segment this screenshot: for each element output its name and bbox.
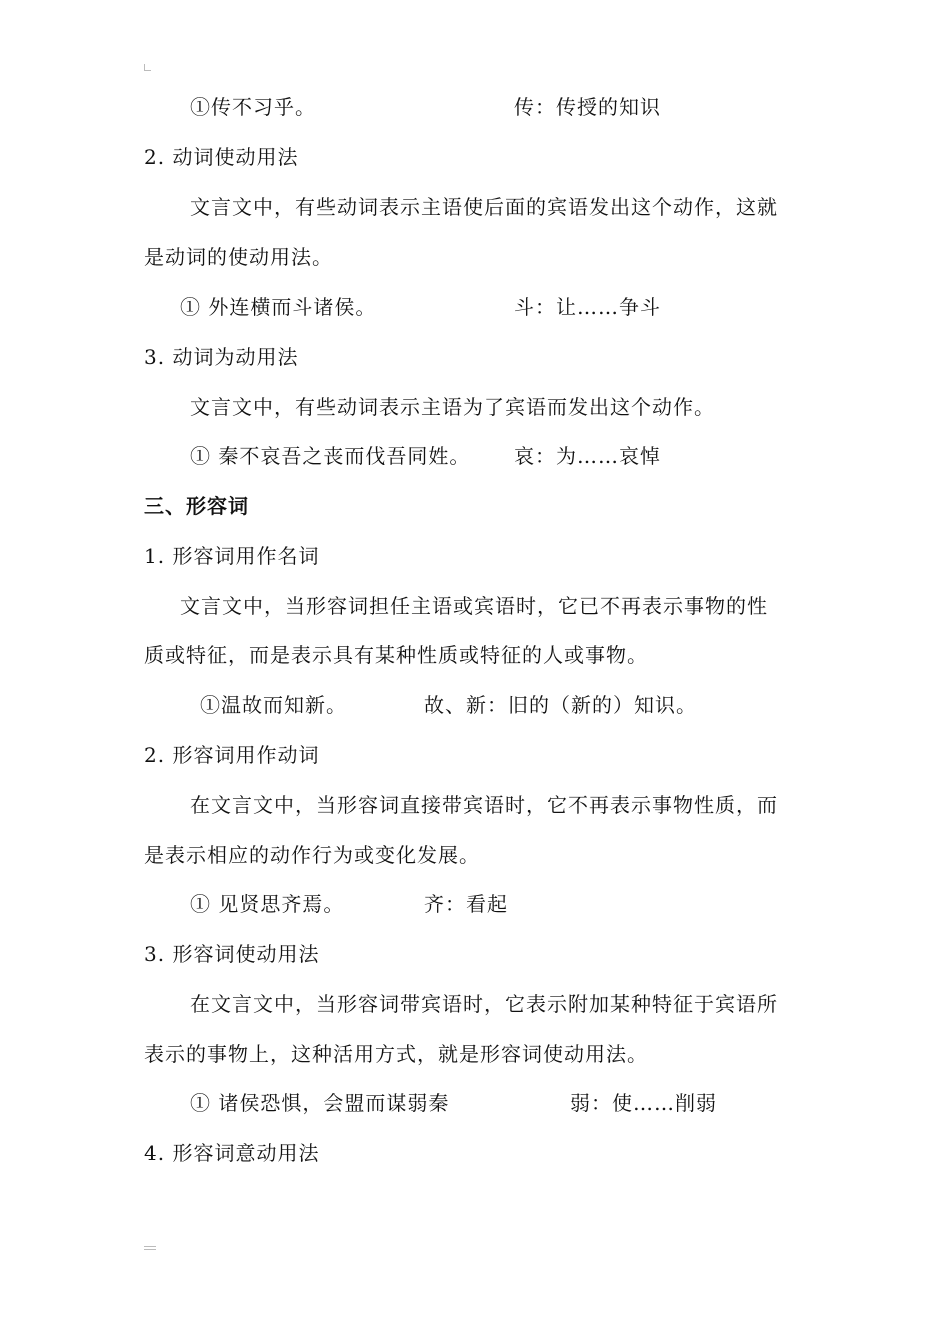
paragraph-line: 文言文中，有些动词表示主语为了宾语而发出这个动作。	[190, 395, 715, 419]
example-annotation: 齐：看起	[424, 892, 508, 916]
example-annotation: 传：传授的知识	[514, 95, 661, 119]
subsection-heading: 1. 形容词用作名词	[144, 544, 320, 568]
paragraph-line: 文言文中，有些动词表示主语使后面的宾语发出这个动作，这就	[190, 195, 778, 219]
example-text: ① 见贤思齐焉。	[190, 892, 345, 916]
section-heading: 三、形容词	[144, 494, 249, 518]
example-annotation: 哀：为……哀悼	[514, 444, 661, 468]
paragraph-line: 在文言文中，当形容词直接带宾语时，它不再表示事物性质，而	[190, 793, 778, 817]
paragraph-line: 文言文中，当形容词担任主语或宾语时，它已不再表示事物的性	[180, 594, 768, 618]
example-annotation: 故、新：旧的（新的）知识。	[424, 693, 697, 717]
crop-mark-top	[144, 64, 151, 71]
crop-mark-bottom	[144, 1246, 156, 1250]
example-annotation: 斗：让……争斗	[514, 295, 661, 319]
subsection-heading: 2. 动词使动用法	[144, 145, 299, 169]
example-text: ① 秦不哀吾之丧而伐吾同姓。	[190, 444, 471, 468]
paragraph-line: 质或特征，而是表示具有某种性质或特征的人或事物。	[144, 643, 648, 667]
example-text: ① 诸侯恐惧，会盟而谋弱秦	[190, 1091, 450, 1115]
example-text: ①传不习乎。	[190, 95, 316, 119]
example-annotation: 弱：使……削弱	[570, 1091, 717, 1115]
subsection-heading: 3. 形容词使动用法	[144, 942, 320, 966]
paragraph-line: 是表示相应的动作行为或变化发展。	[144, 843, 480, 867]
paragraph-line: 是动词的使动用法。	[144, 245, 333, 269]
paragraph-line: 表示的事物上，这种活用方式，就是形容词使动用法。	[144, 1042, 648, 1066]
subsection-heading: 2. 形容词用作动词	[144, 743, 320, 767]
subsection-heading: 4. 形容词意动用法	[144, 1141, 320, 1165]
example-text: ①温故而知新。	[200, 693, 347, 717]
subsection-heading: 3. 动词为动用法	[144, 345, 299, 369]
paragraph-line: 在文言文中，当形容词带宾语时，它表示附加某种特征于宾语所	[190, 992, 778, 1016]
example-text: ① 外连横而斗诸侯。	[180, 295, 377, 319]
